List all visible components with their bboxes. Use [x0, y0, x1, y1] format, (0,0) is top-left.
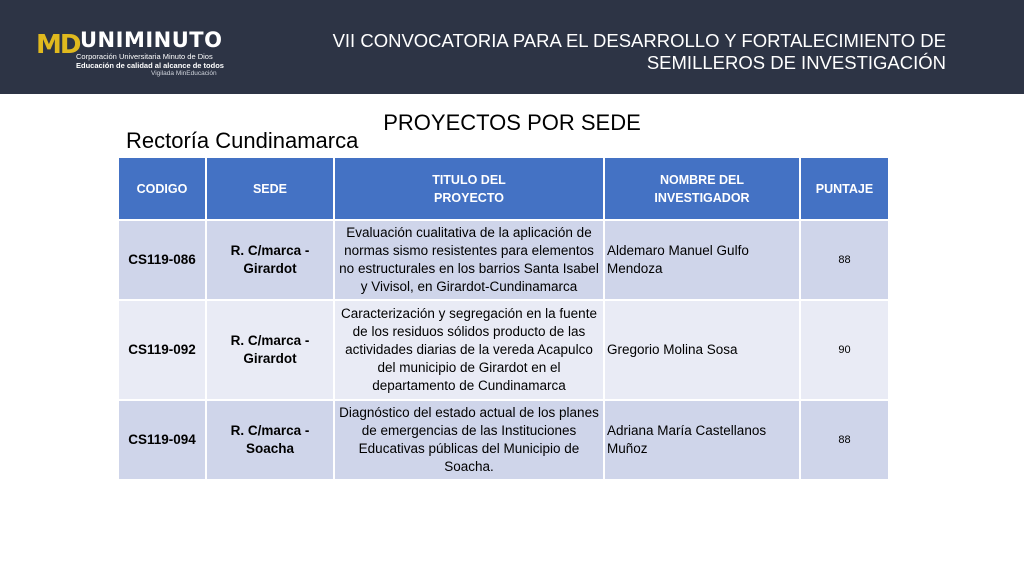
col-header-titulo: TITULO DEL PROYECTO — [334, 158, 604, 220]
cell-codigo: CS119-094 — [119, 400, 206, 479]
logo-mark: MD — [36, 30, 80, 60]
header-bar — [0, 0, 1024, 94]
logo-tagline: Educación de calidad al alcance de todos — [76, 61, 224, 70]
header-title-line2: SEMILLEROS DE INVESTIGACIÓN — [646, 52, 946, 73]
table-row — [119, 220, 888, 300]
cell-investigador: Adriana María Castellanos Muñoz — [604, 400, 800, 479]
header-title-line1: VII CONVOCATORIA PARA EL DESARROLLO Y FORTALECIMIENTO DE — [332, 30, 946, 51]
cell-investigador: Aldemaro Manuel Gulfo Mendoza — [604, 220, 800, 300]
table-row — [119, 400, 888, 479]
cell-investigador: Gregorio Molina Sosa — [604, 300, 800, 400]
projects-table — [119, 158, 888, 479]
cell-titulo: Caracterización y segregación en la fuente de los residuos sólidos producto de las actividades diarias de la vereda Acapulco del municipio de Girardot en el departamento de Cundinamarca — [334, 300, 604, 400]
cell-codigo: CS119-092 — [119, 300, 206, 400]
region-title: Rectoría Cundinamarca — [126, 128, 359, 153]
logo-name: UNIMINUTO — [80, 28, 223, 52]
cell-sede: R. C/marca - Girardot — [206, 300, 334, 400]
table-header-row — [119, 158, 888, 220]
cell-puntaje: 88 — [800, 400, 888, 479]
table-row — [119, 300, 888, 400]
col-header-codigo: CODIGO — [119, 158, 206, 220]
cell-titulo: Evaluación cualitativa de la aplicación de normas sismo resistentes para elementos no estructurales en los barrios Santa Isabel y Vivisol, en Girardot-Cundinamarca — [334, 220, 604, 300]
col-header-nombre: NOMBRE DEL INVESTIGADOR — [604, 158, 800, 220]
cell-titulo: Diagnóstico del estado actual de los planes de emergencias de las Instituciones Educativas públicas del Municipio de Soacha. — [334, 400, 604, 479]
col-header-sede: SEDE — [206, 158, 334, 220]
header-title — [326, 30, 946, 74]
uniminuto-logo — [36, 24, 236, 78]
cell-sede: R. C/marca - Soacha — [206, 400, 334, 479]
logo-vigilada: Vigilada MinEducación — [151, 70, 217, 77]
logo-institution: Corporación Universitaria Minuto de Dios — [76, 52, 213, 61]
page-subtitle: PROYECTOS POR SEDE — [383, 110, 641, 135]
cell-sede: R. C/marca - Girardot — [206, 220, 334, 300]
cell-codigo: CS119-086 — [119, 220, 206, 300]
cell-puntaje: 88 — [800, 220, 888, 300]
col-header-puntaje: PUNTAJE — [800, 158, 888, 220]
cell-puntaje: 90 — [800, 300, 888, 400]
